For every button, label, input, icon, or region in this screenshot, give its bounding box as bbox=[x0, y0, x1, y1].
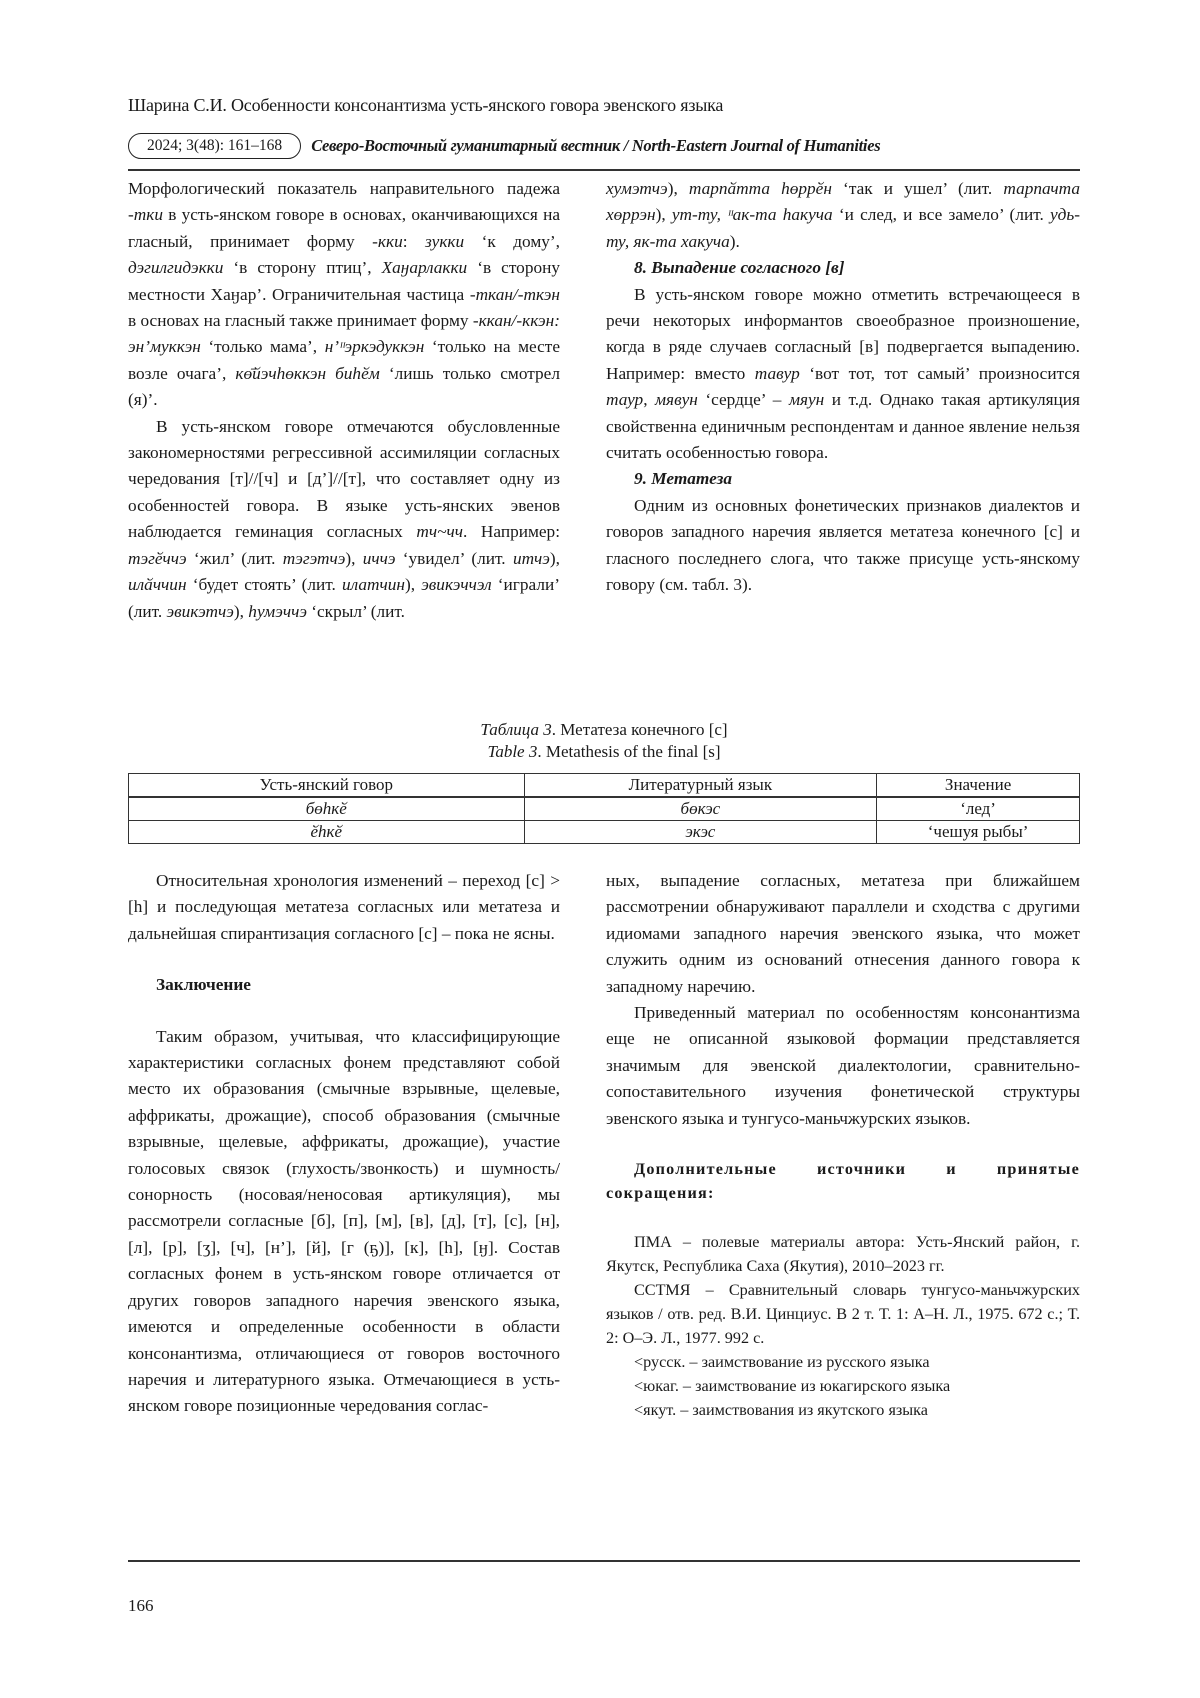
column-header: Значение bbox=[877, 774, 1080, 798]
reference-item: <якут. – заимствования из якутского языка bbox=[634, 1401, 928, 1420]
paragraph-conclusion: Таким образом, учитывая, что классифицирующие характеристики согласных фонем представляют собой место их образования (смычные взрывные, щелевые, аффрикаты, дрожащие), способ образования (смычные взрывные, щелевые, аффрикаты, дрожащие), участие голосовых связок (глухость/звонкость) и шумность/сонорность (носовая/неносовая артикуляция), мы рассмотрели согласные [б], [п], [м], [в], [д], [т], [с], [н], [л], [р], [ʒ], [ч], [н’], [й], [г (ҕ)], [к], [h], [ӈ]. Состав согласных фонем в усть-янском говоре отличается от других говоров западного наречия эвенского языка, имеются и определенные особенности в области консонантизма, отличающиеся от говоров восточного наречия и литературного языка. Отмечающиеся в усть-янском говоре позиционные чередования соглас- bbox=[128, 1026, 560, 1416]
left-column-top bbox=[128, 176, 560, 625]
journal-name: Северо-Восточный гуманитарный вестник / North-Eastern Journal of Humanities bbox=[311, 136, 881, 155]
paragraph-consonant-loss: В усть-янском говоре можно отметить встречающееся в речи некоторых информантов своеобразное произношение, когда в ряде случаев согласный [в] подвергается выпадению. Например: вместо тавур ‘вот тот, тот самый’ произносится таур, мявун ‘сердце’ – мяун и т.д. Однако такая артикуляция свойственна единичным респондентам и данное явление нельзя считать особенностью говора. bbox=[606, 284, 1080, 463]
paragraph-continuation: хумэтчэ), тарпӑтта һөррӗн ‘так и ушел’ (лит. тарпачта хөррэн), ут-ту, ᶦᶦак-та һакуча ‘и след, и все замело’ (лит. удь-ту, як-та хакуча). bbox=[606, 179, 1080, 251]
right-column-top bbox=[606, 176, 1080, 599]
footer-rule bbox=[128, 1560, 1080, 1562]
left-column-bottom bbox=[128, 868, 560, 1420]
conclusion-heading: Заключение bbox=[156, 975, 251, 995]
column-header: Усть-янский говор bbox=[129, 774, 525, 798]
column-header: Литературный язык bbox=[524, 774, 877, 798]
references-list bbox=[606, 1230, 1080, 1422]
reference-item: ССТМЯ – Сравнительный словарь тунгусо-маньчжурских языков / отв. ред. В.И. Цинциус. В 2 т. Т. 1: А–Н. Л., 1975. 672 с.; Т. 2: О–Э. Л., 1977. 992 с. bbox=[606, 1281, 1080, 1348]
table-row bbox=[129, 797, 1080, 821]
table-cell: ‘лед’ bbox=[877, 797, 1080, 821]
section-heading-9: 9. Метатеза bbox=[634, 469, 732, 489]
paragraph-gemination: В усть-янском говоре отмечаются обусловленные закономерностями регрессивной ассимиляции согласных чередования [т]//[ч] и [д’]//[т], что составляет одну из особенностей говора. В языке усть-янских эвенов наблюдается геминация согласных тч~чч. Например: тэгӗччэ ‘жил’ (лит. тэгэтчэ), иччэ ‘увидел’ (лит. итчэ), илӑччин ‘будет стоять’ (лит. илатчин), эвикэччэл ‘играли’ (лит. эвикэтчэ), һумэччэ ‘скрыл’ (лит. bbox=[128, 416, 561, 621]
paragraph-significance: Приведенный материал по особенностям консонантизма еще не описанной языковой формации представляется значимым для эвенской диалектологии, сравнительно-сопоставительного изучения фонетической структуры эвенского языка и тунгусо-маньчжурских языков. bbox=[606, 1003, 1080, 1128]
header-rule bbox=[128, 169, 1080, 171]
table-caption bbox=[128, 719, 1080, 763]
sources-heading: Дополнительные источники и принятые сокращения: bbox=[606, 1160, 1080, 1203]
table-row bbox=[129, 821, 1080, 844]
table-caption-en: Table 3. Metathesis of the final [s] bbox=[487, 742, 721, 761]
paragraph-metathesis: Одним из основных фонетических признаков диалектов и говоров западного наречия является метатеза конечного [с] и гласного последнего слога, что также присуще усть-янскому говору (см. табл. 3). bbox=[606, 495, 1080, 595]
table-cell: ‘чешуя рыбы’ bbox=[877, 821, 1080, 844]
reference-item: <юкаг. – заимствование из юкагирского языка bbox=[634, 1377, 951, 1396]
reference-item: ПМА – полевые материалы автора: Усть-Янский район, г. Якутск, Республика Саха (Якутия), 2010–2023 гг. bbox=[606, 1233, 1080, 1276]
table-cell: ӗһкӗ bbox=[129, 821, 525, 844]
running-title: Шарина С.И. Особенности консонантизма усть-янского говора эвенского языка bbox=[128, 95, 724, 115]
table-caption-ru: Таблица 3. Метатеза конечного [с] bbox=[480, 720, 728, 739]
page-number: 166 bbox=[128, 1596, 154, 1615]
paragraph-directional-case: Морфологический показатель направительного падежа -тки в усть-янском говоре в основах, оканчивающихся на гласный, принимает форму -кки: зукки ‘к дому’, дэгилгидэкки ‘в сторону птиц’, Хаӈарлакки ‘в сторону местности Хаӈар’. Ограничительная частица -ткан/-ткэн в основах на гласный также принимает форму -ккан/-ккэн: эн’муккэн ‘только мама’, н’ᶦᶦэркэдуккэн ‘только на месте возле очага’, кө̄йэчһөккэн биһӗм ‘лишь только смотрел (я)’. bbox=[128, 179, 561, 410]
metathesis-table bbox=[128, 773, 1080, 844]
paragraph-conclusion-cont: ных, выпадение согласных, метатеза при ближайшем рассмотрении обнаруживают параллели и сходства с другими идиомами западного наречия эвенского языка, что может служить одним из оснований отнесения данного говора к западному наречию. bbox=[606, 871, 1080, 996]
table-cell: бөкэс bbox=[524, 797, 877, 821]
table-cell: экэс bbox=[524, 821, 877, 844]
paragraph-chronology: Относительная хронология изменений – переход [с] > [h] и последующая метатеза согласных или метатеза и дальнейшая спирантизация согласного [с] – пока не ясны. bbox=[128, 871, 560, 943]
section-heading-8: 8. Выпадение согласного [в] bbox=[634, 258, 845, 278]
reference-item: <русск. – заимствование из русского языка bbox=[634, 1353, 930, 1372]
right-column-bottom bbox=[606, 868, 1080, 1422]
issue-badge: 2024; 3(48): 161–168 bbox=[128, 133, 301, 159]
journal-line bbox=[128, 133, 1080, 159]
table-header-row bbox=[129, 774, 1080, 798]
table-cell: бөһкӗ bbox=[129, 797, 525, 821]
